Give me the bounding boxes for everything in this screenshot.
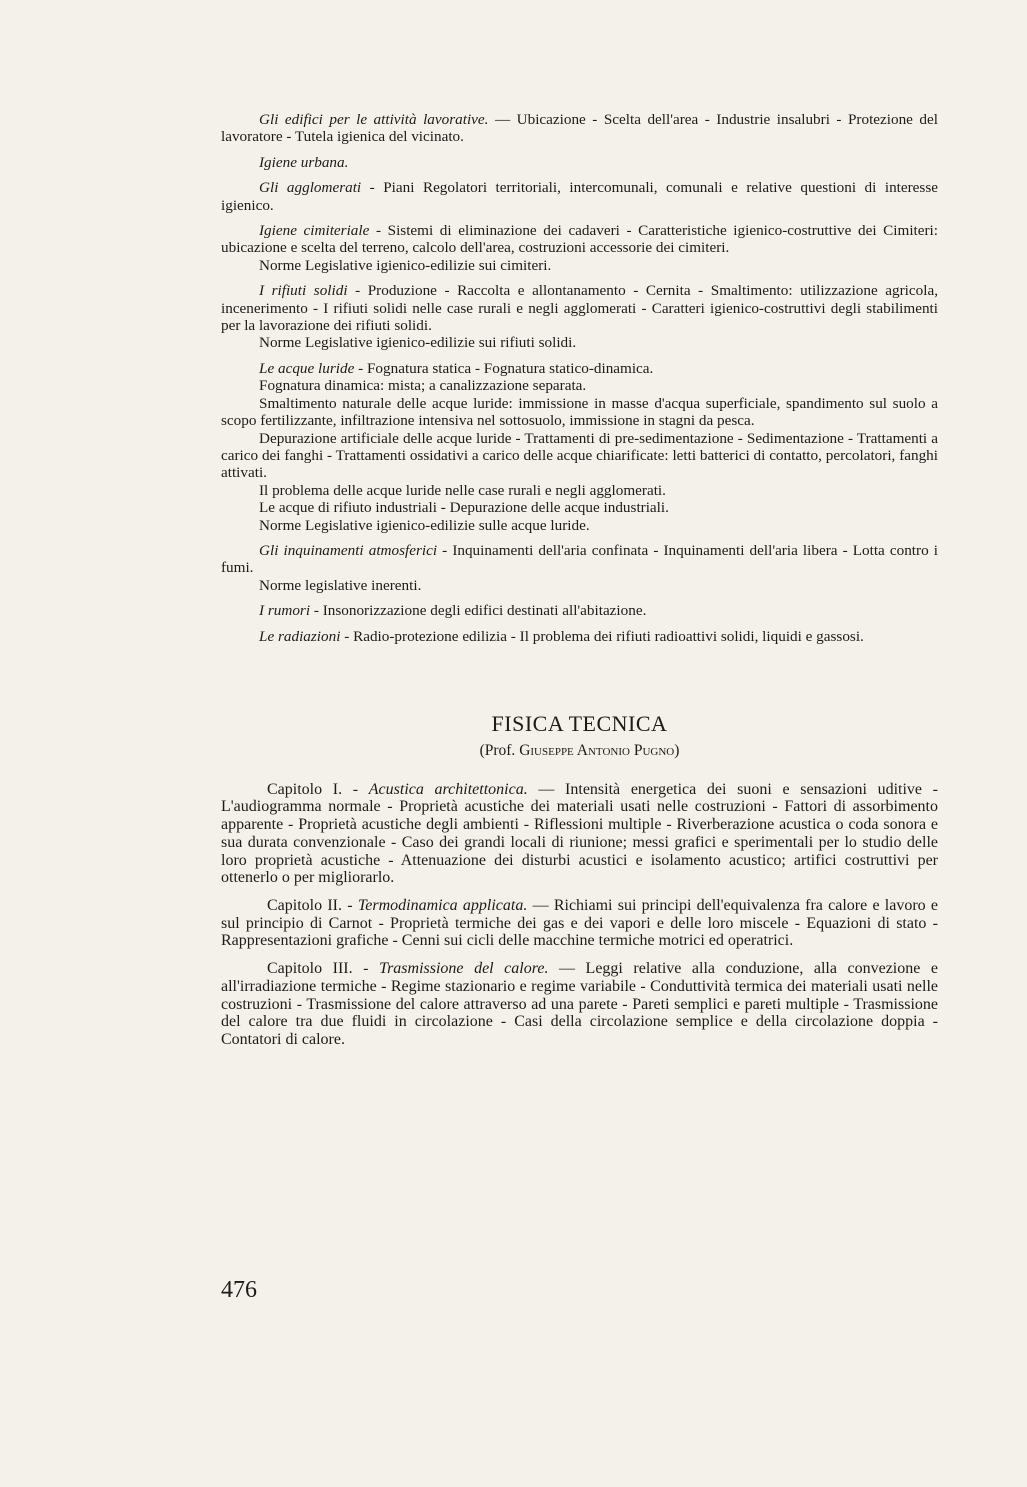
paragraph-lead: Gli agglomerati xyxy=(259,179,362,197)
paragraph-body: Norme Legislative igienico-edilizie sui cimiteri. xyxy=(259,256,552,274)
paragraph xyxy=(221,111,938,146)
paragraph-lead: Le acque luride xyxy=(259,359,355,377)
chapter-label: Capitolo I. - xyxy=(267,780,369,798)
paragraph xyxy=(221,482,938,499)
section-title: FISICA TECNICA xyxy=(491,710,668,736)
paragraph xyxy=(221,257,938,274)
professor-name: Giuseppe Antonio Pugno xyxy=(519,742,675,760)
paragraph-lead: Le radiazioni xyxy=(259,627,341,645)
paragraph-body: Depurazione artificiale delle acque luride - Trattamenti di pre-sedimentazione - Sedimentazione - Trattamenti a carico dei fanghi - Trattamenti ossidativi a carico delle acque chiarificate: letti batterici di contatto, percolatori, fanghi attivati. xyxy=(221,429,938,482)
paragraph-lead: Igiene cimiteriale xyxy=(259,222,370,240)
paragraph xyxy=(221,499,938,516)
paragraph xyxy=(221,377,938,394)
paragraph-body: Le acque di rifiuto industriali - Depurazione delle acque industriali. xyxy=(259,499,669,517)
professor-open: (Prof. xyxy=(479,742,520,760)
chapter-body: — Richiami sui principi dell'equivalenza fra calore e lavoro e sul principio di Carnot - Proprietà termiche dei gas e dei vapori e delle loro miscele - Equazioni di stato - Rappresentazioni grafiche - Cenni sui cicli delle macchine termiche motrici ed operatrici. xyxy=(221,897,939,950)
paragraph-body: — Ubicazione - Scelta dell'area - Industrie insalubri - Protezione del lavoratore - Tutela igienica del vicinato. xyxy=(221,111,938,146)
paragraph-body: - Inquinamenti dell'aria confinata - Inquinamenti dell'aria libera - Lotta contro i fumi. xyxy=(221,541,938,577)
paragraph xyxy=(221,360,938,377)
paragraph-body: - Fognatura statica - Fognatura statico-dinamica. xyxy=(354,359,654,377)
page-number: 476 xyxy=(221,1277,257,1303)
paragraph-body: Norme legislative inerenti. xyxy=(259,576,422,594)
chapter-title: Trasmissione del calore. xyxy=(379,960,549,978)
chapter xyxy=(221,960,938,1049)
paragraph-body: Smaltimento naturale delle acque luride: immissione in masse d'acqua superficiale, spandimento sul suolo a scopo fertilizzante, infiltrazione intensiva nel sottosuolo, immissione in stagni da pesca. xyxy=(221,394,938,430)
paragraph-body: - Piani Regolatori territoriali, intercomunali, comunali e relative questioni di interesse igienico. xyxy=(221,179,938,214)
paragraph xyxy=(221,395,938,430)
paragraph xyxy=(221,282,938,334)
paragraph-body: Fognatura dinamica: mista; a canalizzazione separata. xyxy=(259,377,587,395)
chapter xyxy=(221,897,938,950)
professor-close: ) xyxy=(674,742,680,760)
paragraph-body: - Insonorizzazione degli edifici destinati all'abitazione. xyxy=(310,602,647,620)
paragraph xyxy=(221,222,938,257)
paragraph-lead: Gli inquinamenti atmosferici xyxy=(259,541,438,559)
paragraph xyxy=(221,430,938,482)
chapter-label: Capitolo III. - xyxy=(267,960,380,978)
professor-line xyxy=(221,742,938,759)
paragraph xyxy=(221,602,938,619)
paragraph-body: - Radio-protezione edilizia - Il problema dei rifiuti radioattivi solidi, liquidi e gassosi. xyxy=(340,627,864,645)
paragraph-lead: I rumori xyxy=(259,602,311,620)
page-content xyxy=(221,111,938,1049)
paragraph xyxy=(221,517,938,534)
paragraph xyxy=(221,334,938,351)
paragraph-lead: Igiene urbana. xyxy=(259,153,349,171)
syllabus-paragraphs xyxy=(221,111,938,645)
chapter-body: — Intensità energetica dei suoni e sensazioni uditive - L'audiogramma normale - Proprietà acustiche dei materiali usati nelle costruzioni - Fattori di assorbimento apparente - Proprietà acustiche degli ambienti - Riflessioni multiple - Riverberazione acustica o coda sonora e sua durata convenzionale - Caso dei grandi locali di riunione; messi grafici e sperimentali per lo studio delle loro proprietà acustiche - Attenuazione dei disturbi acustici e isolamento acustico; artifici costruttivi per ottenerlo o per migliorarlo. xyxy=(221,780,939,887)
paragraph-body: Norme Legislative igienico-edilizie sui rifiuti solidi. xyxy=(259,334,577,352)
paragraph-lead: I rifiuti solidi xyxy=(259,282,348,300)
paragraph xyxy=(221,154,938,171)
paragraph xyxy=(221,542,938,577)
paragraph-body: - Produzione - Raccolta e allontanamento - Cernita - Smaltimento: utilizzazione agricola, incenerimento - I rifiuti solidi nelle case rurali e negli agglomerati - Caratteri igienico-costruttivi degli stabilimenti per la lavorazione dei rifiuti solidi. xyxy=(221,282,938,335)
paragraph xyxy=(221,628,938,645)
chapter-body: — Leggi relative alla conduzione, alla convezione e all'irradiazione termiche - Regime stazionario e regime variabile - Conduttività termica dei materiali usati nelle costruzioni - Trasmissione del calore attraverso ad una parete - Pareti semplici e pareti multiple - Trasmissione del calore tra due fluidi in circolazione - Casi della circolazione semplice e della circolazione doppia - Contatori di calore. xyxy=(221,960,938,1048)
paragraph-body: Norme Legislative igienico-edilizie sulle acque luride. xyxy=(259,516,590,534)
paragraph-body: - Sistemi di eliminazione dei cadaveri - Caratteristiche igienico-costruttive dei Cimiteri: ubicazione e scelta del terreno, calcolo dell'area, costruzioni accessorie dei cimiteri. xyxy=(221,222,939,257)
paragraph xyxy=(221,179,938,214)
chapter-list xyxy=(221,781,938,1049)
chapter-title: Acustica architettonica. xyxy=(368,780,528,798)
paragraph xyxy=(221,577,938,594)
paragraph-lead: Gli edifici per le attività lavorative. xyxy=(259,111,489,128)
chapter-label: Capitolo II. - xyxy=(267,897,358,914)
chapter-title: Termodinamica applicata. xyxy=(357,897,528,914)
chapter xyxy=(221,781,938,887)
paragraph-body: Il problema delle acque luride nelle case rurali e negli agglomerati. xyxy=(259,481,666,499)
